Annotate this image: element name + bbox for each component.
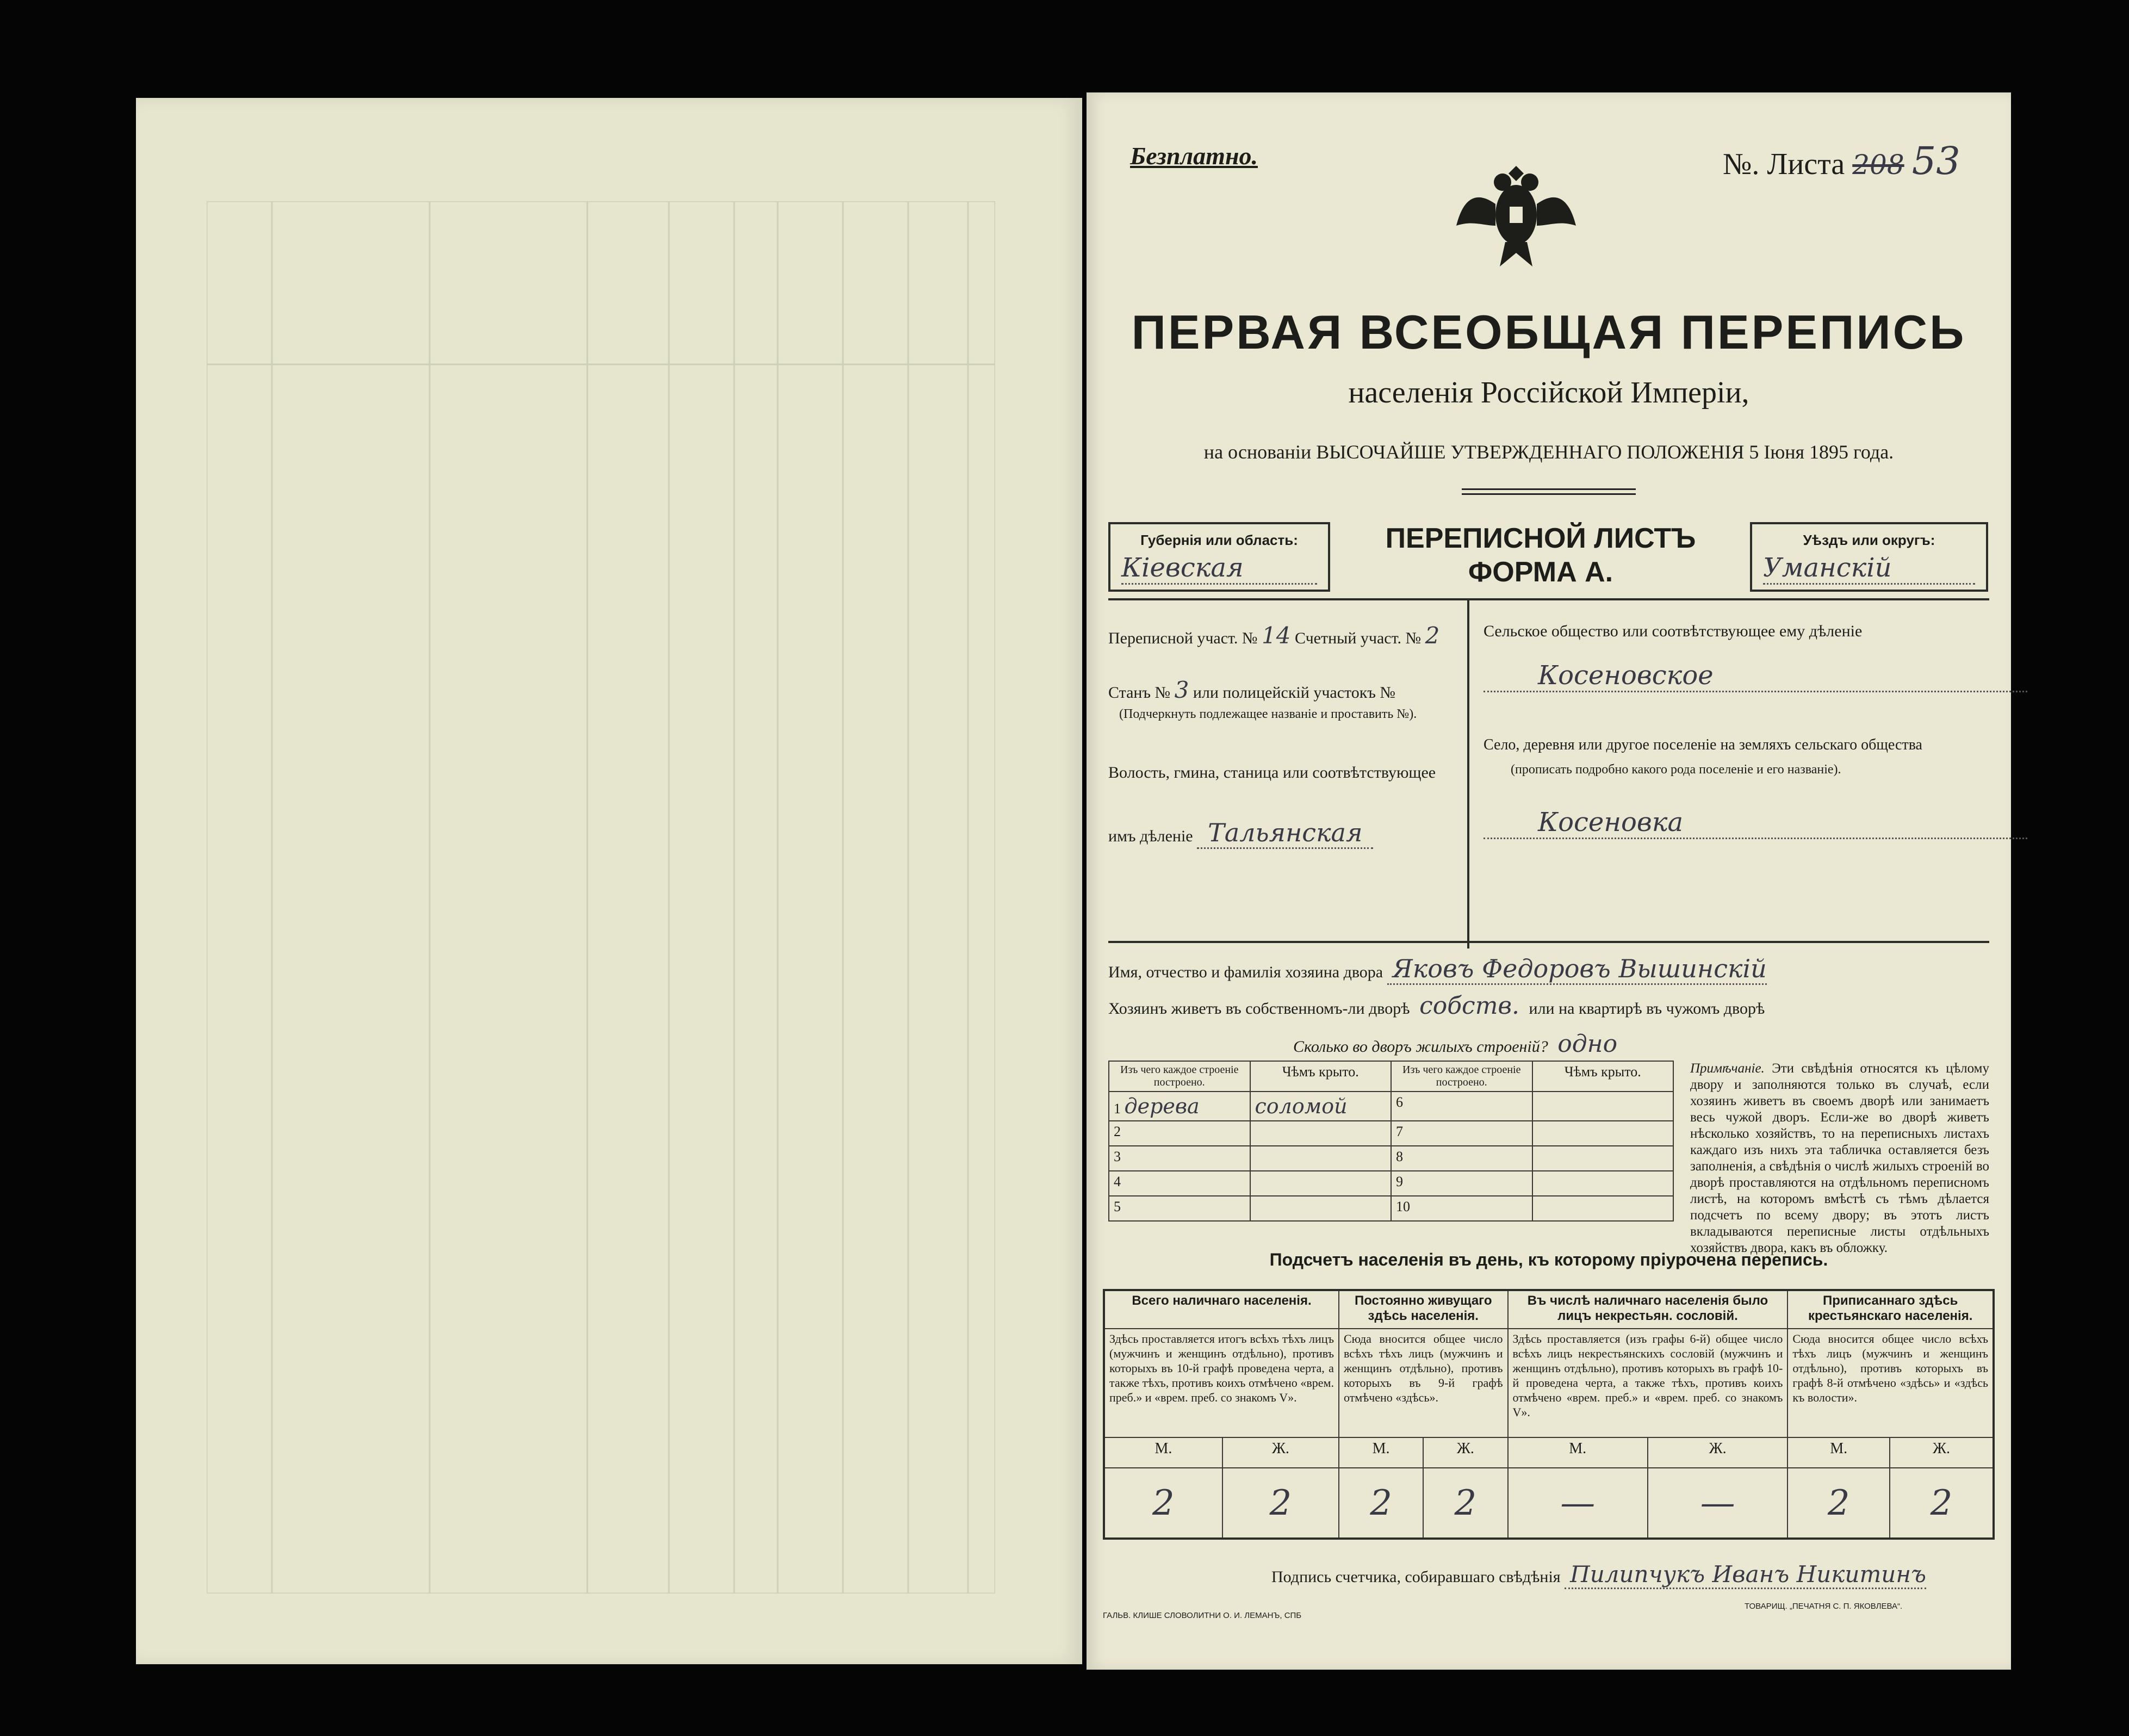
- uezd-box: [1750, 522, 1988, 592]
- sheet-number-crossed: 208: [1852, 149, 1904, 181]
- f-label: Ж.: [1648, 1437, 1787, 1468]
- census-area-value: 14: [1262, 622, 1291, 649]
- buildings-row: [1293, 1030, 1617, 1058]
- table-row: 5 10: [1109, 1196, 1673, 1221]
- count-head-4: Приписаннаго здѣсь крестьянскаго населенія.: [1787, 1290, 1994, 1329]
- printer-right: ТОВАРИЩ. „ПЕЧАТНЯ С. П. ЯКОВЛЕВА“.: [1745, 1602, 1903, 1611]
- subtitle: населенія Россійской Имперіи,: [1348, 376, 1749, 410]
- uezd-label: Уѣздъ или округъ:: [1803, 532, 1935, 548]
- society-value: Косеновское: [1484, 660, 2027, 692]
- census-form-page: [1087, 92, 2011, 1670]
- col-material-head: Изъ чего каждое строеніе построено.: [1109, 1061, 1250, 1092]
- sheet-form: ФОРМА А.: [1468, 556, 1613, 588]
- legal-basis: на основаніи ВЫСОЧАЙШЕ УТВЕРЖДЕННАГО ПОЛОЖЕНІЯ 5 Іюня 1895 года.: [1203, 441, 1894, 463]
- uezd-value: Уманскій: [1763, 553, 1975, 585]
- admin-fields: [1108, 598, 1989, 954]
- gubernia-box: [1108, 522, 1330, 592]
- m-label: М.: [1787, 1437, 1890, 1468]
- count-area-label: Счетный участ. №: [1294, 629, 1422, 647]
- count-head-1: Всего наличнаго населенія.: [1104, 1290, 1339, 1329]
- col-material-head-2: Изъ чего каждое строеніе построено.: [1391, 1061, 1532, 1092]
- count-value: —: [1648, 1468, 1787, 1539]
- owner-lives-label-2: или на квартирѣ въ чужомъ дворѣ: [1529, 1000, 1765, 1018]
- stan-value: 3: [1174, 677, 1189, 703]
- owner-lives-row: [1108, 992, 1765, 1020]
- owner-section: [1108, 941, 1989, 1058]
- owner-name-label: Имя, отчество и фамилія хозяина двора: [1108, 963, 1383, 981]
- left-page: [136, 98, 1082, 1664]
- m-label: М.: [1508, 1437, 1648, 1468]
- volost-label-2: имъ дѣленіе: [1108, 827, 1193, 845]
- count-value: 2: [1423, 1468, 1507, 1539]
- signature-row: [1271, 1561, 1926, 1588]
- table-row: 3 8: [1109, 1146, 1673, 1171]
- count-value: 2: [1104, 1468, 1222, 1539]
- count-value: 2: [1787, 1468, 1890, 1539]
- count-value: 2: [1890, 1468, 1994, 1539]
- m-label: М.: [1104, 1437, 1222, 1468]
- village-label: Село, деревня или другое поселеніе на земляхъ сельскаго общества: [1484, 736, 1922, 753]
- volost-row: [1108, 818, 1373, 847]
- census-area-label: Переписной участ. №: [1108, 629, 1258, 647]
- owner-lives-label: Хозяинъ живетъ въ собственномъ-ли дворѣ: [1108, 1000, 1410, 1018]
- count-value: 2: [1222, 1468, 1339, 1539]
- f-label: Ж.: [1890, 1437, 1994, 1468]
- police-label: или полицейскій участокъ №: [1193, 684, 1395, 702]
- buildings-note-text: Эти свѣдѣнія относятся къ цѣлому двору и заполняются только въ случаѣ, если хозяинъ живетъ въ своемъ дворѣ или занимаетъ весь чужой дворъ. Если-же во дворѣ живетъ нѣсколько хозяйствъ, то на переписныхъ листахъ каждаго изъ нихъ эта табличка оставляется безъ заполненія, а свѣдѣнія о числѣ жилыхъ строеній во дворѣ проставляются на отдѣльномъ переписномъ листѣ, на которомъ вмѣстѣ съ тѣмъ дѣлается подсчетъ по всему двору; въ этотъ листъ вкладываются переписные листы отдѣльныхъ хозяйствъ двора, какъ въ обложку.: [1690, 1061, 1990, 1255]
- left-page-show-through-grid: [207, 201, 995, 1594]
- col-roof-head-2: Чѣмъ крыто.: [1532, 1061, 1674, 1092]
- owner-lives-value: собств.: [1419, 992, 1520, 1020]
- gubernia-value: Кіевская: [1121, 553, 1317, 585]
- col-roof-head: Чѣмъ крыто.: [1250, 1061, 1392, 1092]
- volost-label: Волость, гмина, станица или соотвѣтствующее: [1108, 764, 1436, 782]
- buildings-label: Сколько во дворъ жилыхъ строеній?: [1293, 1038, 1548, 1056]
- f-label: Ж.: [1222, 1437, 1339, 1468]
- count-area-value: 2: [1425, 622, 1440, 649]
- society-label: Сельское общество или соотвѣтствующее ему дѣленіе: [1484, 622, 1863, 640]
- buildings-note: [1690, 1061, 1989, 1256]
- buildings-value: одно: [1557, 1030, 1618, 1058]
- signature-value: Пилипчукъ Иванъ Никитинъ: [1565, 1561, 1926, 1589]
- table-row: 4 9: [1109, 1171, 1673, 1196]
- stan-row: [1108, 677, 1395, 703]
- double-headed-eagle-emblem: [1451, 144, 1581, 275]
- owner-name-value: Яковъ Федоровъ Вышинскій: [1387, 954, 1767, 985]
- sheet-number: [1723, 139, 1960, 183]
- sheet-number-value: 53: [1911, 139, 1960, 183]
- village-note: (прописать подробно какого рода поселеніе и его названіе).: [1511, 762, 1841, 777]
- m-label: М.: [1339, 1437, 1423, 1468]
- underline-note: (Подчеркнуть подлежащее названіе и проставить №).: [1119, 707, 1417, 721]
- table-row: 2 7: [1109, 1121, 1673, 1146]
- free-label: Безплатно.: [1130, 142, 1258, 170]
- buildings-note-title: Примѣчаніе.: [1690, 1061, 1765, 1076]
- count-title: Подсчетъ населенія въ день, къ которому пріурочена перепись.: [1269, 1250, 1828, 1269]
- count-desc-1: Здѣсь проставляется итогъ всѣхъ тѣхъ лицъ (мужчинъ и женщинъ отдѣльно), противъ которыхъ въ 10-й графѣ проведена черта, а также тѣхъ, противъ коихъ отмѣчено «врем. преб.» и «врем. преб. со знакомъ V».: [1104, 1329, 1339, 1437]
- table-row: 1 дерева соломой 6: [1109, 1092, 1673, 1121]
- form-header: [1108, 522, 1989, 593]
- printer-left: ГАЛЬВ. КЛИШЕ СЛОВОЛИТНИ О. И. ЛЕМАНЪ, СПБ: [1103, 1611, 1302, 1620]
- population-count-table: [1103, 1289, 1995, 1540]
- count-value: —: [1508, 1468, 1648, 1539]
- buildings-table: [1108, 1061, 1674, 1222]
- ornament-divider: [1462, 488, 1636, 495]
- count-desc-2: Сюда вносится общее число всѣхъ тѣхъ лицъ (мужчинъ и женщинъ отдѣльно), противъ которыхъ въ 9-й графѣ отмѣчено «здѣсь».: [1339, 1329, 1508, 1437]
- signature-label: Подпись счетчика, собиравшаго свѣдѣнія: [1271, 1568, 1561, 1586]
- count-head-2: Постоянно живущаго здѣсь населенія.: [1339, 1290, 1508, 1329]
- stan-label: Станъ №: [1108, 684, 1171, 702]
- count-desc-4: Сюда вносится общее число всѣхъ тѣхъ лицъ (мужчинъ и женщинъ отдѣльно), противъ которыхъ въ графѣ 8-й отмѣчено «здѣсь» и «здѣсь къ волости».: [1787, 1329, 1994, 1437]
- volost-value: Тальянская: [1197, 818, 1373, 849]
- count-head-3: Въ числѣ наличнаго населенія было лицъ некрестьян. сословій.: [1508, 1290, 1788, 1329]
- village-value: Косеновка: [1484, 807, 2027, 839]
- count-value: 2: [1339, 1468, 1423, 1539]
- sheet-title: ПЕРЕПИСНОЙ ЛИСТЪ: [1385, 523, 1696, 554]
- main-title: ПЕРВАЯ ВСЕОБЩАЯ ПЕРЕПИСЬ: [1131, 305, 1966, 359]
- sheet-number-label: №. Листа: [1723, 147, 1845, 181]
- admin-divider: [1467, 600, 1469, 948]
- owner-name-row: [1108, 954, 1767, 983]
- census-area-row: [1108, 622, 1439, 649]
- count-desc-3: Здѣсь проставляется (изъ графы 6-й) общее число всѣхъ лицъ некрестьянскихъ сословій (мужчинъ и женщинъ отдѣльно), противъ которыхъ въ графѣ 10-й проведена черта, а также тѣхъ, противъ коихъ отмѣчено «врем. преб.» и «врем. преб. со знакомъ V».: [1508, 1329, 1788, 1437]
- f-label: Ж.: [1423, 1437, 1507, 1468]
- gubernia-label: Губернія или область:: [1140, 532, 1298, 548]
